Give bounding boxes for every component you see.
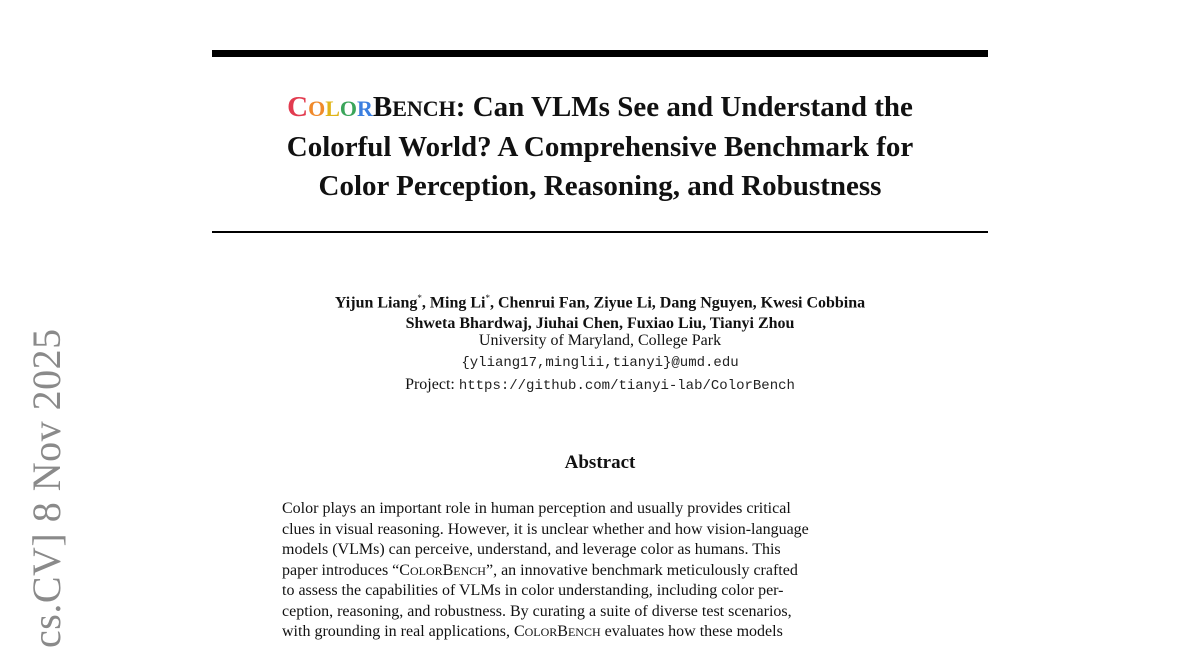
abstract-text: with grounding in real applications, [282,623,514,640]
sc-letter: C [513,623,525,640]
author-list [212,288,988,334]
title-name-letter: ENCH [392,96,456,121]
sc-letters: ENCH [453,563,486,578]
benchmark-name [287,91,456,123]
project-label: Project: [405,376,459,393]
abstract-line: to assess the capabilities of VLMs in color understanding, including color per- [282,582,784,599]
title-line-2: Colorful World? A Comprehensive Benchmark for [286,131,914,163]
abstract-line [282,622,922,643]
sc-letter: C [399,561,410,579]
abstract-text: ”, an innovative benchmark meticulously crafted [485,561,798,579]
paper-title [212,88,988,206]
title-line-1 [212,88,988,128]
benchmark-name-inline [399,562,486,579]
title-name-letter: L [325,96,340,121]
equal-contribution-mark: * [485,293,490,303]
abstract-line [282,561,922,582]
abstract-line: clues in visual reasoning. However, it is unclear whether and how vision-language [282,520,809,538]
author-line-1-rest: Chenrui Fan, Ziyue Li, Dang Nguyen, Kwesi Cobbina [493,294,866,312]
benchmark-name-inline [514,623,601,640]
arxiv-stamp: cs.CV] 8 Nov 2025 [24,328,69,648]
abstract-line: Color plays an important role in human perception and usually provides critical [282,500,791,517]
title-name-letter: B [372,91,393,123]
title-name-letter: R [357,96,373,121]
abstract-text: paper introduces “ [282,561,400,579]
project-link[interactable]: https://github.com/tianyi-lab/ColorBench [458,378,795,394]
author-ming-li: Ming Li [429,294,486,312]
title-name-letter: C [287,91,309,123]
title-line-1-rest: : Can VLMs See and Understand the [455,91,913,123]
project-line [212,374,988,397]
sc-letters: OLOR [524,625,558,639]
sc-letter: B [442,561,454,579]
abstract-line: models (VLMs) can perceive, understand, and leverage color as humans. This [282,541,781,558]
title-top-rule [212,50,988,57]
author-line-1: Yijun Liang*, Ming Li*, Chenrui Fan, Ziyue Li, Dang Nguyen, Kwesi Cobbina [334,293,866,312]
abstract-body [282,499,922,643]
title-bottom-rule [212,231,988,233]
affiliation-block [212,330,988,397]
title-name-letter: O [339,96,357,121]
sc-letters: OLOR [409,563,443,578]
institution: University of Maryland, College Park [478,332,722,349]
author-line-2: Shweta Bhardwaj, Jiuhai Chen, Fuxiao Liu, Tianyi Zhou [405,315,795,333]
title-line-3: Color Perception, Reasoning, and Robustness [318,170,882,202]
abstract-line: ception, reasoning, and robustness. By curating a suite of diverse test scenarios, [282,602,792,620]
title-name-letter: O [308,96,326,121]
abstract-heading: Abstract [564,452,636,473]
author-yijun-liang: Yijun Liang [334,294,418,312]
emails: {yliang17,minglii,tianyi}@umd.edu [461,355,739,371]
equal-contribution-mark: * [417,293,422,303]
sc-letters: ENCH [567,625,601,639]
abstract-text: evaluates how these models [600,623,783,640]
sc-letter: B [557,623,568,640]
